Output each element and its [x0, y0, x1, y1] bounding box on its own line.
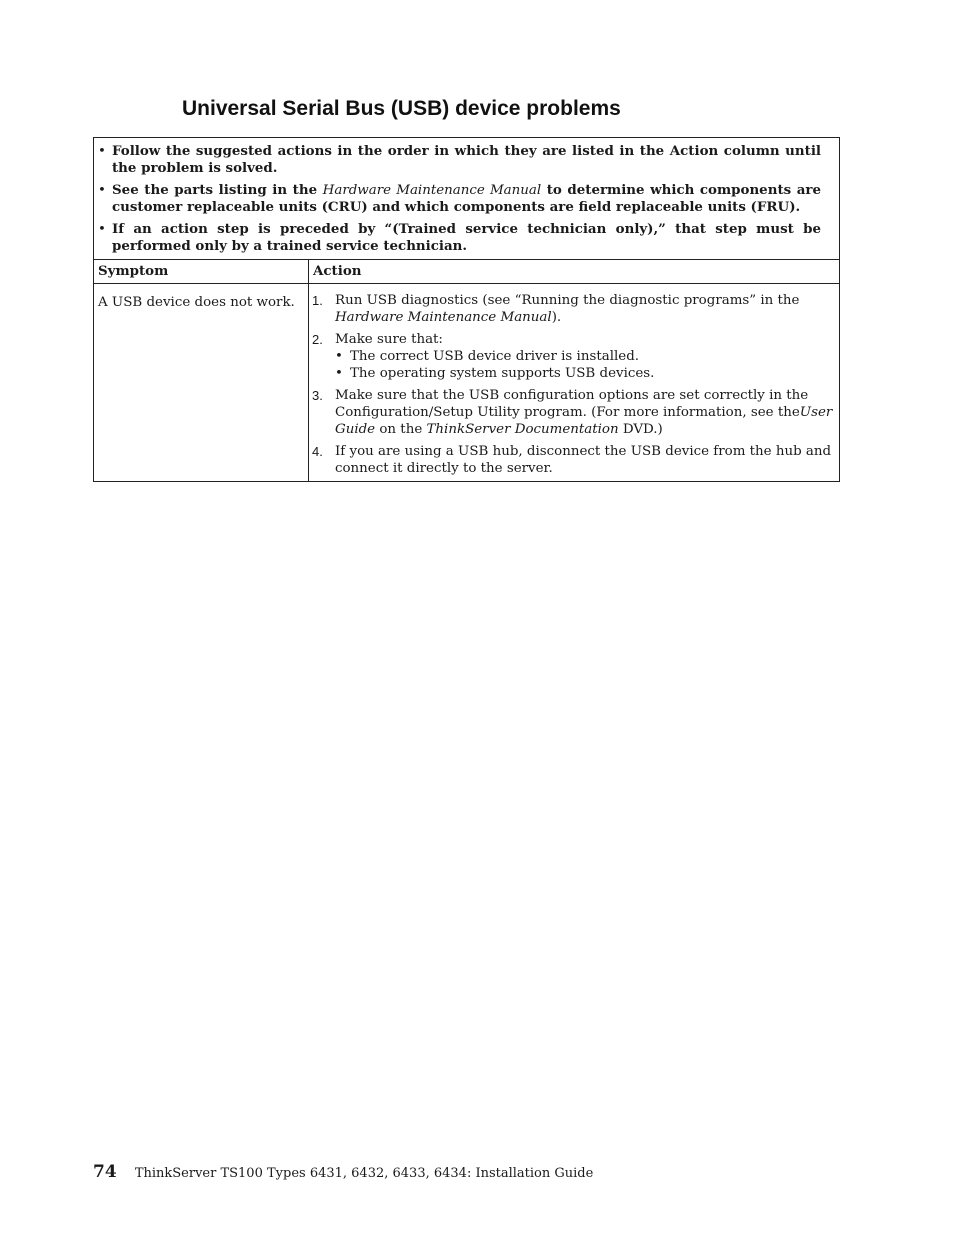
- action-steps: [312, 292, 835, 477]
- notes-cell: [94, 138, 840, 260]
- documentation-title: ThinkServer Documentation: [426, 422, 619, 437]
- page-number: 74: [93, 1162, 117, 1182]
- footer-title: ThinkServer TS100 Types 6431, 6432, 6433, 6434: Installation Guide: [134, 1166, 594, 1181]
- step-text: Make sure that:: [335, 332, 443, 347]
- table-row: [94, 284, 840, 482]
- bullet-icon: •: [98, 183, 106, 198]
- note-text: to determine which components are customer replaceable units (CRU) and which components are field replaceable units (FRU).: [112, 182, 821, 215]
- action-step: [312, 443, 835, 477]
- action-cell: [309, 284, 840, 482]
- action-step: [312, 387, 835, 438]
- step-text: Make sure that the USB configuration options are set correctly in the Configuration/Setup Utility program. (For more information, see the: [335, 388, 809, 420]
- step-text: Run USB diagnostics (see “Running the diagnostic programs” in the: [335, 293, 800, 308]
- step-text: on the: [375, 422, 427, 437]
- page-title: Universal Serial Bus (USB) device problems: [182, 97, 621, 120]
- action-column-header: Action: [309, 260, 840, 284]
- step-text: ).: [551, 310, 562, 325]
- action-step: [312, 292, 835, 326]
- step-number: 3.: [312, 388, 323, 403]
- step-number: 1.: [312, 293, 323, 308]
- bullet-icon: •: [98, 222, 106, 237]
- bullet-icon: •: [98, 144, 106, 159]
- sub-list: [335, 348, 835, 382]
- action-step: [312, 331, 835, 382]
- sub-item-text: The operating system supports USB devices.: [350, 366, 655, 381]
- step-text: DVD.): [618, 422, 663, 437]
- notes-list: [97, 143, 821, 255]
- notes-row: [94, 138, 840, 260]
- step-text: If you are using a USB hub, disconnect the USB device from the hub and connect it directly to the server.: [335, 444, 832, 476]
- page-footer: [93, 1162, 593, 1184]
- bullet-icon: •: [335, 349, 343, 364]
- note-text: Follow the suggested actions in the order in which they are listed in the Action column until the problem is solved.: [112, 143, 821, 176]
- note-item: [97, 182, 821, 216]
- sub-item: [335, 365, 835, 382]
- note-item: [97, 143, 821, 177]
- symptom-column-header: Symptom: [94, 260, 309, 284]
- guide-title: User Guide: [335, 405, 833, 437]
- table-header-row: [94, 260, 840, 284]
- note-text: See the parts listing in the: [112, 182, 323, 198]
- step-number: 4.: [312, 444, 323, 459]
- symptom-cell: A USB device does not work.: [94, 284, 309, 482]
- note-text: If an action step is preceded by “(Trained service technician only),” that step must be performed only by a trained service technician.: [112, 221, 821, 254]
- usb-problems-table: [93, 137, 840, 482]
- sub-item-text: The correct USB device driver is installed.: [350, 349, 640, 364]
- manual-title: Hardware Maintenance Manual: [322, 183, 542, 198]
- bullet-icon: •: [335, 366, 343, 381]
- sub-item: [335, 348, 835, 365]
- manual-title: Hardware Maintenance Manual: [335, 310, 552, 325]
- step-number: 2.: [312, 332, 323, 347]
- note-item: [97, 221, 821, 255]
